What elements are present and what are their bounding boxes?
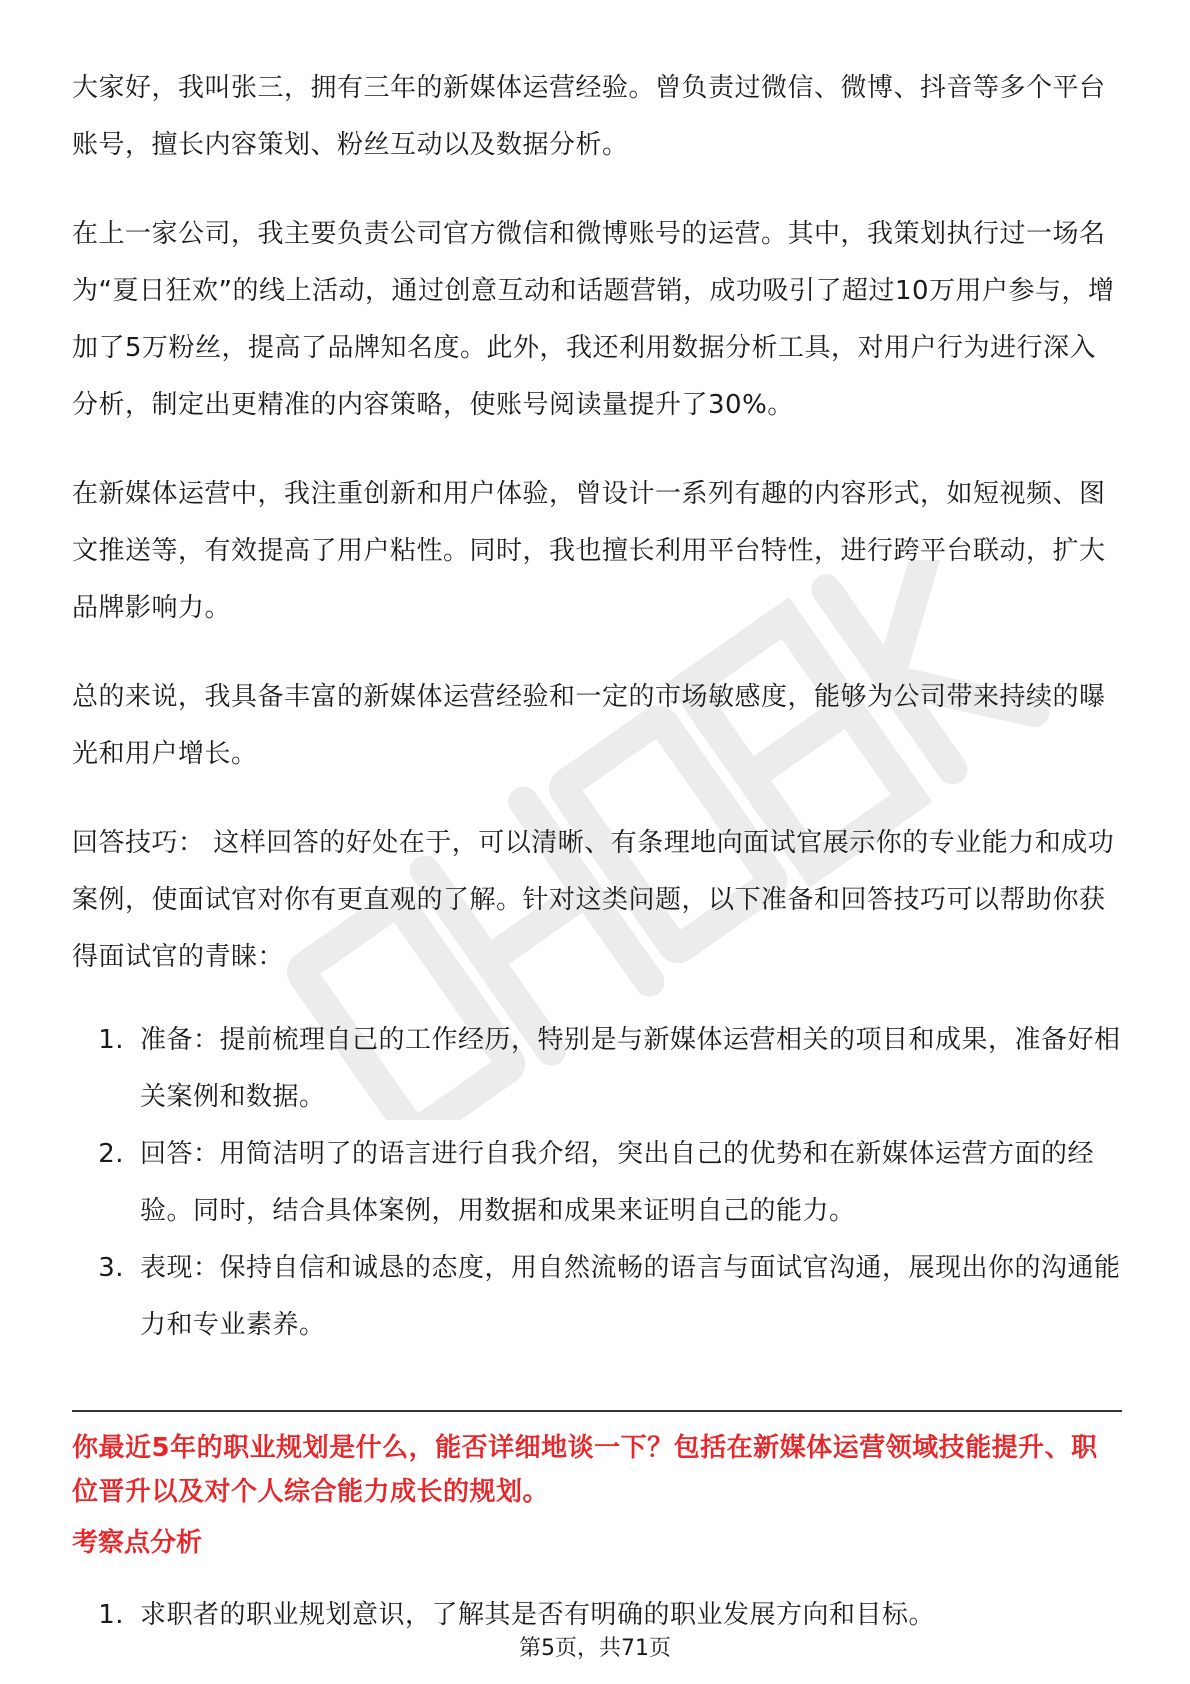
list-number: 3. [98, 1253, 124, 1283]
interview-question: 你最近5年的职业规划是什么，能否详细地谈一下？包括在新媒体运营领域技能提升、职位晋升以及对个人综合能力成长的规划。 [72, 1433, 1098, 1507]
list-text: 求职者的职业规划意识，了解其是否有明确的职业发展方向和目标。 [140, 1600, 936, 1630]
paragraph-answer-tips: 回答技巧： 这样回答的好处在于，可以清晰、有条理地向面试官展示你的专业能力和成功案例，使面试官对你有更直观的了解。针对这类问题，以下准备和回答技巧可以帮助你获得面试官的青睐： [72, 828, 1115, 972]
section-heading: 考察点分析 [72, 1528, 203, 1558]
list-number: 1. [98, 1025, 124, 1055]
paragraph-summary: 总的来说，我具备丰富的新媒体运营经验和一定的市场敏感度，能够为公司带来持续的曝光和用户增长。 [72, 682, 1106, 769]
page-footer: 第5页，共71页 [519, 1636, 671, 1661]
tips-list [72, 1012, 1122, 1354]
paragraph-experience: 在上一家公司，我主要负责公司官方微信和微博账号的运营。其中，我策划执行过一场名为“夏日狂欢”的线上活动，通过创意互动和话题营销，成功吸引了超过10万用户参与，增加了5万粉丝，提高了品牌知名度。此外，我还利用数据分析工具，对用户行为进行深入分析，制定出更精准的内容策略，使账号阅读量提升了30%。 [72, 219, 1115, 420]
list-item [72, 1126, 1122, 1240]
list-number: 1. [98, 1600, 124, 1630]
list-item [72, 1593, 1122, 1637]
document-body [72, 60, 1122, 1354]
list-number: 2. [98, 1139, 124, 1169]
paragraph-innovation: 在新媒体运营中，我注重创新和用户体验，曾设计一系列有趣的内容形式，如短视频、图文推送等，有效提高了用户粘性。同时，我也擅长利用平台特性，进行跨平台联动，扩大品牌影响力。 [72, 479, 1106, 623]
list-text: 准备：提前梳理自己的工作经历，特别是与新媒体运营相关的项目和成果，准备好相关案例和数据。 [140, 1025, 1121, 1112]
list-text: 回答：用简洁明了的语言进行自我介绍，突出自己的优势和在新媒体运营方面的经验。同时，结合具体案例，用数据和成果来证明自己的能力。 [140, 1139, 1095, 1226]
section-divider [72, 1410, 1122, 1412]
list-item [72, 1012, 1122, 1126]
list-text: 表现：保持自信和诚恳的态度，用自然流畅的语言与面试官沟通，展现出你的沟通能力和专业素养。 [140, 1253, 1121, 1340]
paragraph-intro: 大家好，我叫张三，拥有三年的新媒体运营经验。曾负责过微信、微博、抖音等多个平台账号，擅长内容策划、粉丝互动以及数据分析。 [72, 73, 1106, 160]
list-item [72, 1240, 1122, 1354]
analysis-list [72, 1593, 1122, 1637]
